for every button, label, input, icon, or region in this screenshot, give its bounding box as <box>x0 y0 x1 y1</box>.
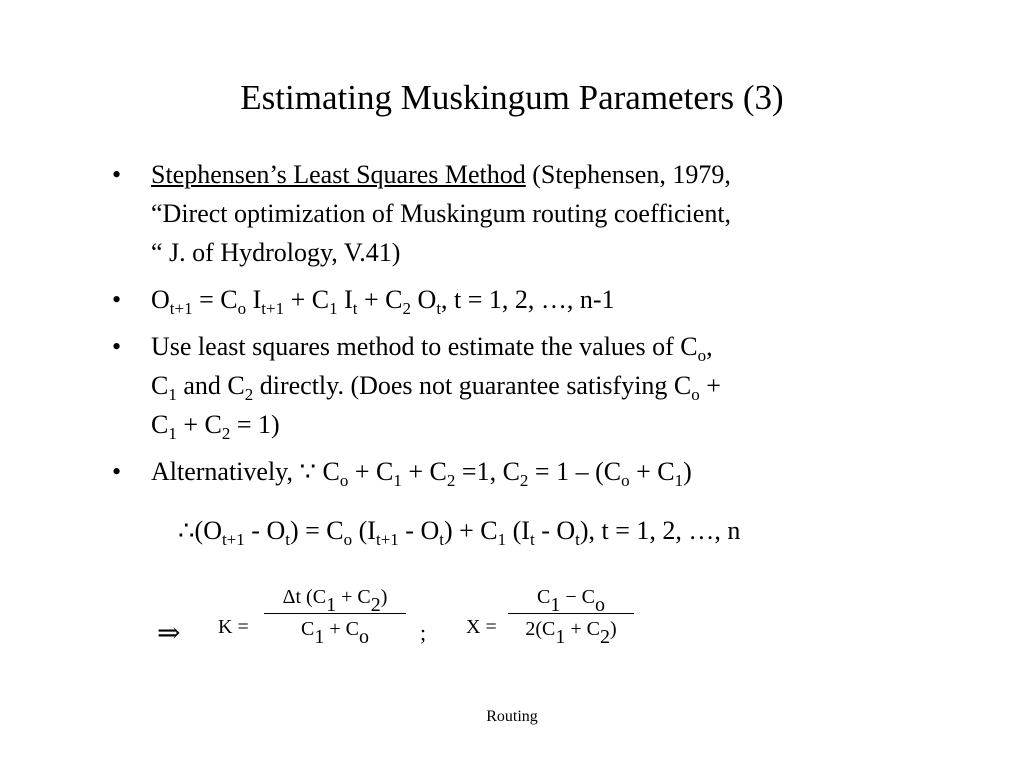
list-item <box>112 327 912 444</box>
bullet-dot: • <box>112 285 122 314</box>
routing-equation: $O_{t+1} = C_o$ $I_{t+1} + C_1$ $I_t + C_2$ $O_t$, t = 1, 2, …, n-1 <box>151 285 615 318</box>
separator: ; <box>420 620 427 645</box>
x-numerator: C1 − Co <box>537 586 605 616</box>
bullet-dot: • <box>112 457 122 486</box>
citation-line-2: “Direct optimization of Muskingum routing coefficient, <box>151 199 732 228</box>
fraction-bar <box>508 613 634 614</box>
x-denominator: 2(C1 + C2) <box>525 618 617 648</box>
alternative-text: Alternatively, ∵ $C_o + C_1 + C_2 =1$, $C_2 = 1 - (C_o + C_1)$ <box>151 457 692 490</box>
formula-area <box>0 580 1024 680</box>
footer: Routing <box>486 708 538 725</box>
slide-title: Estimating Muskingum Parameters (3) <box>240 78 784 117</box>
list-item <box>112 452 912 491</box>
bullet-list <box>112 155 912 499</box>
x-label: X = <box>466 616 497 638</box>
least-squares-text: Use least squares method to estimate the values of $C_o$, $C_1$ and $C_2$ directly. (Does not guarantee satisfying $C_o$ + $C_1 + C_2 = 1$) <box>151 332 721 443</box>
bullet-dot: • <box>112 160 122 189</box>
bullet-dot: • <box>112 332 122 361</box>
k-numerator: Δt (C1 + C2) <box>282 586 388 616</box>
method-name: Stephensen’s Least Squares Method <box>151 160 526 189</box>
k-fraction <box>264 586 406 648</box>
implies-symbol: ⇒ <box>157 618 181 649</box>
k-label: K = <box>218 616 249 638</box>
list-item <box>112 155 912 272</box>
list-item <box>112 280 912 319</box>
citation: (Stephensen, 1979, <box>525 160 731 189</box>
x-fraction <box>508 586 634 648</box>
citation-line-3: “ J. of Hydrology, V.41) <box>151 238 401 267</box>
k-denominator: C1 + Co <box>301 618 369 648</box>
therefore-equation: $\therefore(O_{t+1} - O_t) = C_o$ $(I_{t+1} - O_t) + C_1$ $(I_t - O_t)$, t = 1, 2, …, n <box>178 516 741 549</box>
